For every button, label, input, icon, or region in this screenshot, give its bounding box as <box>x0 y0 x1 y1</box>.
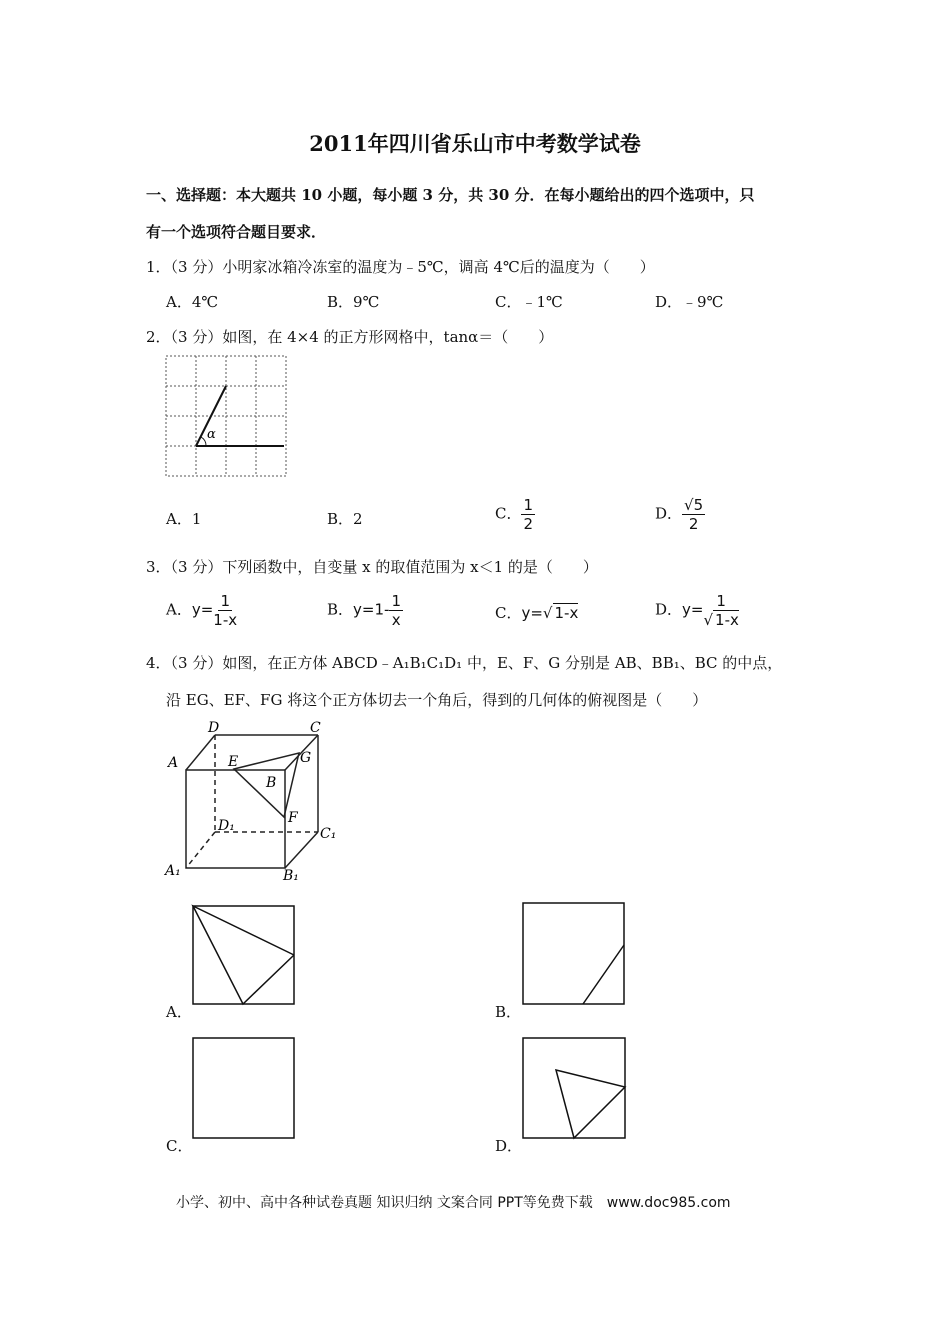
q4-option-a: A． <box>166 1003 192 1021</box>
alpha-label: α <box>207 427 216 442</box>
q4-option-b: B． <box>495 1003 522 1021</box>
q3-option-a: A．y= $\frac{1}{1-x}$ <box>166 592 238 629</box>
q2-option-d: D． $\frac{√5}{2}$ <box>655 496 704 533</box>
option-a-figure <box>193 906 294 1004</box>
page-title: 2011年四川省乐山市中考数学试卷 <box>309 131 641 156</box>
svg-text:C: C <box>310 720 321 736</box>
question-4-stem-line1: 4．（3 分）如图，在正方体 ABCD﹣A₁B₁C₁D₁ 中，E、F、G 分别是 AB、BB₁、BC 的中点， <box>146 654 783 672</box>
q1-option-c: C．﹣1℃ <box>495 293 563 311</box>
q4-option-d: D． <box>495 1137 523 1155</box>
q1-option-a: A．4℃ <box>166 293 219 311</box>
svg-text:B: B <box>266 775 277 791</box>
section-heading-line2: 有一个选项符合题目要求． <box>146 223 327 241</box>
option-b-figure <box>523 903 624 1004</box>
q2-option-b: B．2 <box>327 510 363 528</box>
svg-text:D: D <box>208 720 220 736</box>
q1-option-b: B．9℃ <box>327 293 380 311</box>
footer-text: 小学、初中、高中各种试卷真题 知识归纳 文案合同 PPT等免费下载 www.doc985.com <box>176 1195 731 1211</box>
section-heading-line1: 一、选择题：本大题共 10 小题，每小题 3 分，共 30 分．在每小题给出的四个选项中，只 <box>146 186 755 204</box>
q3-option-b: B．y=1- $\frac{1}{x}$ <box>327 592 401 629</box>
svg-text:A: A <box>168 755 179 771</box>
svg-text:D₁: D₁ <box>218 818 235 834</box>
q1-option-d: D．﹣9℃ <box>655 293 724 311</box>
svg-text:E: E <box>228 754 239 770</box>
q3-option-c: C．y=√ 1-x <box>495 604 579 622</box>
q2-option-c: C． $\frac{1}{2}$ <box>495 496 534 533</box>
q2-option-a: A．1 <box>166 510 202 528</box>
option-d-figure <box>523 1038 625 1138</box>
svg-text:B₁: B₁ <box>283 868 299 884</box>
q3-option-d: D．y= $\frac{1}{√ 1-x}$ <box>655 592 739 629</box>
question-2-stem: 2．（3 分）如图，在 4×4 的正方形网格中，tanα＝（ ） <box>146 328 554 346</box>
question-3-stem: 3．（3 分）下列函数中，自变量 x 的取值范围为 x＜1 的是（ ） <box>146 558 598 576</box>
svg-text:C₁: C₁ <box>320 826 337 842</box>
q4-option-c: C． <box>166 1137 193 1155</box>
svg-text:A₁: A₁ <box>165 863 181 879</box>
question-4-stem-line2: 沿 EG、EF、FG 将这个正方体切去一个角后，得到的几何体的俯视图是（ ） <box>166 691 708 709</box>
svg-text:G: G <box>300 750 312 766</box>
question-1-stem: 1．（3 分）小明家冰箱冷冻室的温度为﹣5℃，调高 4℃后的温度为（ ） <box>146 258 655 276</box>
option-c-figure <box>193 1038 294 1138</box>
svg-text:F: F <box>288 810 298 826</box>
